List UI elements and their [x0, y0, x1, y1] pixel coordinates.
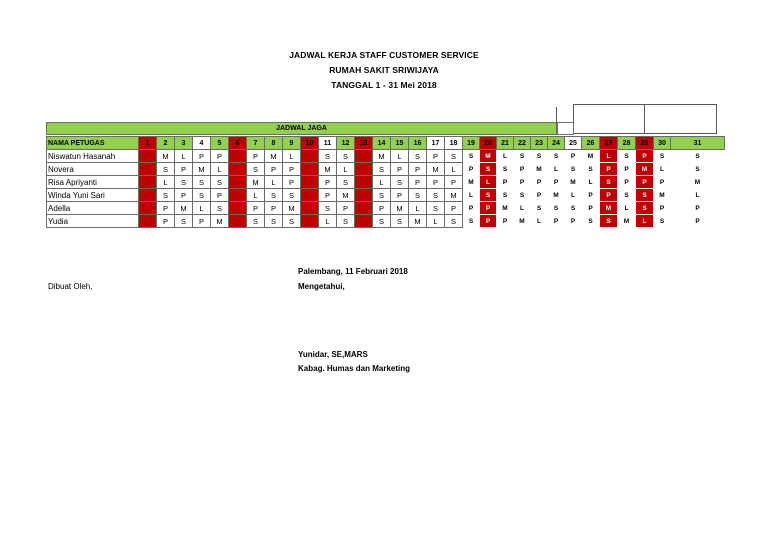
table-row — [47, 189, 725, 202]
shift-cell: P — [211, 150, 229, 163]
shift-cell: M — [391, 202, 409, 215]
day-header: 18 — [445, 137, 463, 150]
shift-cell: M — [514, 215, 531, 228]
title-line-1: JADWAL KERJA STAFF CUSTOMER SERVICE — [289, 50, 479, 60]
shift-cell: P — [514, 163, 531, 176]
shift-cell: S — [654, 215, 671, 228]
shift-cell: P — [139, 215, 157, 228]
shift-cell: S — [463, 215, 480, 228]
shift-cell: M — [229, 189, 247, 202]
shift-cell: L — [283, 150, 301, 163]
day-header: 26 — [582, 137, 600, 150]
shift-cell: L — [175, 150, 193, 163]
shift-cell: L — [373, 176, 391, 189]
shift-cell: L — [600, 150, 618, 163]
place-date: Palembang, 11 Februari 2018 — [298, 267, 408, 276]
shift-cell: S — [301, 150, 319, 163]
shift-cell: S — [618, 150, 636, 163]
shift-cell: P — [463, 202, 480, 215]
shift-cell: M — [636, 163, 654, 176]
shift-cell: L — [463, 189, 480, 202]
shift-cell: S — [265, 215, 283, 228]
header-row — [47, 137, 725, 150]
shift-cell: S — [600, 176, 618, 189]
shift-cell: P — [636, 150, 654, 163]
day-header: 17 — [427, 137, 445, 150]
day-header: 2 — [157, 137, 175, 150]
shift-cell: L — [654, 163, 671, 176]
shift-cell: M — [247, 176, 265, 189]
shift-cell: P — [391, 163, 409, 176]
shift-cell: P — [480, 215, 497, 228]
day-header: 10 — [301, 137, 319, 150]
shift-cell: S — [355, 215, 373, 228]
shift-cell: S — [373, 189, 391, 202]
shift-cell: S — [319, 150, 337, 163]
shift-cell: S — [139, 163, 157, 176]
shift-cell: M — [373, 150, 391, 163]
shift-cell: M — [654, 189, 671, 202]
shift-cell: S — [548, 202, 565, 215]
shift-cell: S — [531, 202, 548, 215]
shift-cell: P — [531, 176, 548, 189]
day-header: 9 — [283, 137, 301, 150]
day-header: 30 — [654, 137, 671, 150]
day-header: 1 — [139, 137, 157, 150]
day-header: 25 — [565, 137, 582, 150]
day-header: 12 — [337, 137, 355, 150]
shift-cell: L — [671, 189, 725, 202]
shift-cell: M — [355, 176, 373, 189]
shift-cell: S — [582, 215, 600, 228]
shift-cell: S — [355, 163, 373, 176]
frame-line — [644, 104, 645, 134]
shift-cell: P — [671, 215, 725, 228]
shift-cell: L — [337, 163, 355, 176]
shift-cell: M — [531, 163, 548, 176]
shift-cell: S — [463, 150, 480, 163]
day-header: 22 — [514, 137, 531, 150]
shift-cell: L — [211, 163, 229, 176]
shift-cell: S — [514, 150, 531, 163]
shift-cell: M — [157, 150, 175, 163]
shift-cell: L — [565, 189, 582, 202]
shift-cell: L — [139, 189, 157, 202]
shift-cell: S — [139, 150, 157, 163]
schedule-banner: JADWAL JAGA — [46, 122, 557, 135]
shift-cell: P — [409, 176, 427, 189]
shift-cell: L — [514, 202, 531, 215]
shift-cell: L — [319, 215, 337, 228]
shift-cell: M — [427, 163, 445, 176]
shift-cell: S — [337, 150, 355, 163]
shift-cell: S — [636, 202, 654, 215]
shift-cell: M — [582, 150, 600, 163]
shift-cell: L — [157, 176, 175, 189]
shift-cell: M — [480, 150, 497, 163]
day-header: 11 — [319, 137, 337, 150]
shift-cell: P — [301, 189, 319, 202]
shift-cell: S — [514, 189, 531, 202]
shift-cell: S — [337, 215, 355, 228]
shift-cell: P — [319, 176, 337, 189]
shift-cell: M — [671, 176, 725, 189]
shift-cell: P — [229, 176, 247, 189]
shift-cell: S — [497, 163, 514, 176]
shift-cell: S — [497, 189, 514, 202]
staff-name: Niswatun Hasanah — [47, 150, 139, 163]
made-by-label: Dibuat Oleh, — [48, 282, 93, 291]
day-header: 4 — [193, 137, 211, 150]
shift-cell: L — [247, 189, 265, 202]
shift-cell: L — [582, 176, 600, 189]
table-row — [47, 202, 725, 215]
shift-cell: S — [480, 189, 497, 202]
shift-cell: L — [618, 202, 636, 215]
shift-cell: S — [480, 163, 497, 176]
shift-cell: P — [497, 215, 514, 228]
shift-cell: S — [565, 163, 582, 176]
shift-cell: P — [445, 202, 463, 215]
staff-name: Novera — [47, 163, 139, 176]
shift-cell: S — [211, 176, 229, 189]
shift-cell: S — [283, 215, 301, 228]
shift-cell: P — [636, 176, 654, 189]
shift-cell: P — [193, 215, 211, 228]
shift-cell: S — [427, 189, 445, 202]
staff-name: Adella — [47, 202, 139, 215]
shift-cell: S — [531, 150, 548, 163]
signer-position: Kabag. Humas dan Marketing — [298, 364, 411, 373]
shift-cell: P — [319, 189, 337, 202]
shift-cell: M — [600, 202, 618, 215]
shift-cell: L — [229, 215, 247, 228]
shift-cell: S — [337, 176, 355, 189]
shift-cell: S — [600, 215, 618, 228]
shift-cell: S — [671, 163, 725, 176]
shift-cell: P — [548, 176, 565, 189]
day-header: 23 — [531, 137, 548, 150]
shift-cell: L — [301, 202, 319, 215]
shift-cell: P — [283, 163, 301, 176]
shift-cell: M — [618, 215, 636, 228]
day-header: 19 — [463, 137, 480, 150]
shift-cell: M — [283, 202, 301, 215]
shift-cell: S — [373, 215, 391, 228]
shift-cell: P — [391, 189, 409, 202]
shift-cell: M — [211, 215, 229, 228]
shift-cell: S — [193, 176, 211, 189]
shift-cell: S — [565, 202, 582, 215]
shift-cell: S — [582, 163, 600, 176]
shift-cell: P — [600, 163, 618, 176]
shift-cell: L — [355, 189, 373, 202]
shift-cell: S — [247, 215, 265, 228]
shift-cell: S — [427, 202, 445, 215]
shift-cell: L — [497, 150, 514, 163]
staff-name: Winda Yuni Sari — [47, 189, 139, 202]
shift-cell: S — [548, 150, 565, 163]
day-header: 24 — [548, 137, 565, 150]
shift-cell: S — [193, 189, 211, 202]
shift-cell: P — [582, 189, 600, 202]
shift-cell: M — [409, 215, 427, 228]
shift-cell: P — [175, 189, 193, 202]
shift-cell: M — [193, 163, 211, 176]
shift-cell: P — [265, 163, 283, 176]
shift-cell: P — [480, 202, 497, 215]
frame-line — [716, 104, 717, 134]
shift-cell: P — [600, 189, 618, 202]
shift-cell: P — [265, 202, 283, 215]
shift-cell: P — [671, 202, 725, 215]
shift-cell: P — [445, 176, 463, 189]
shift-cell: S — [391, 176, 409, 189]
table-row — [47, 215, 725, 228]
shift-cell: P — [618, 176, 636, 189]
table-row — [47, 176, 725, 189]
shift-cell: P — [355, 202, 373, 215]
shift-cell: L — [445, 163, 463, 176]
shift-cell: P — [139, 202, 157, 215]
shift-cell: S — [373, 163, 391, 176]
day-header: 3 — [175, 137, 193, 150]
shift-cell: S — [175, 176, 193, 189]
shift-cell: P — [565, 215, 582, 228]
day-header: 13 — [355, 137, 373, 150]
shift-cell: L — [548, 163, 565, 176]
shift-cell: P — [427, 176, 445, 189]
shift-cell: S — [301, 163, 319, 176]
shift-cell: M — [497, 202, 514, 215]
shift-cell: S — [445, 150, 463, 163]
shift-cell: M — [139, 176, 157, 189]
day-header: 15 — [391, 137, 409, 150]
shift-cell: P — [175, 163, 193, 176]
shift-cell: P — [565, 150, 582, 163]
title-line-3: TANGGAL 1 - 31 Mei 2018 — [331, 80, 437, 90]
shift-cell: S — [229, 202, 247, 215]
shift-cell: L — [265, 176, 283, 189]
shift-cell: L — [427, 215, 445, 228]
shift-cell: S — [157, 163, 175, 176]
shift-cell: P — [193, 150, 211, 163]
shift-cell: M — [301, 215, 319, 228]
shift-cell: P — [283, 176, 301, 189]
shift-cell: M — [175, 202, 193, 215]
day-header: 20 — [480, 137, 497, 150]
shift-cell: S — [319, 202, 337, 215]
day-header: 28 — [618, 137, 636, 150]
shift-cell: P — [157, 215, 175, 228]
day-header: 14 — [373, 137, 391, 150]
shift-cell: S — [654, 150, 671, 163]
title-line-2: RUMAH SAKIT SRIWIJAYA — [329, 65, 439, 75]
shift-cell: P — [531, 189, 548, 202]
shift-cell: M — [548, 189, 565, 202]
shift-cell: P — [301, 176, 319, 189]
shift-cell: P — [373, 202, 391, 215]
signer-name: Yunidar, SE,MARS — [298, 350, 368, 359]
shift-cell: L — [193, 202, 211, 215]
shift-cell: P — [427, 150, 445, 163]
day-header: 5 — [211, 137, 229, 150]
shift-cell: L — [229, 163, 247, 176]
shift-cell: L — [409, 202, 427, 215]
shift-cell: P — [548, 215, 565, 228]
shift-cell: M — [265, 150, 283, 163]
day-header: 8 — [265, 137, 283, 150]
name-column-header: NAMA PETUGAS — [47, 137, 139, 150]
shift-cell: S — [265, 189, 283, 202]
shift-cell: P — [497, 176, 514, 189]
acknowledged-label: Mengetahui, — [298, 282, 345, 291]
frame-line — [573, 104, 717, 105]
shift-cell: P — [337, 202, 355, 215]
shift-cell: P — [409, 163, 427, 176]
shift-cell: P — [582, 202, 600, 215]
staff-name: Risa Apriyanti — [47, 176, 139, 189]
shift-cell: S — [409, 189, 427, 202]
shift-cell: P — [618, 163, 636, 176]
day-header: 16 — [409, 137, 427, 150]
shift-cell: L — [391, 150, 409, 163]
table-row — [47, 150, 725, 163]
shift-cell: P — [514, 176, 531, 189]
shift-cell: L — [636, 215, 654, 228]
shift-cell: L — [480, 176, 497, 189]
day-header: 29 — [636, 137, 654, 150]
shift-cell: S — [283, 189, 301, 202]
staff-name: Yudia — [47, 215, 139, 228]
shift-cell: S — [409, 150, 427, 163]
shift-cell: P — [654, 176, 671, 189]
shift-cell: P — [229, 150, 247, 163]
shift-cell: M — [463, 176, 480, 189]
shift-cell: P — [463, 163, 480, 176]
day-header: 7 — [247, 137, 265, 150]
table-row — [47, 163, 725, 176]
day-header: 31 — [671, 137, 725, 150]
day-header: 6 — [229, 137, 247, 150]
shift-cell: M — [337, 189, 355, 202]
shift-cell: P — [654, 202, 671, 215]
schedule-table — [46, 136, 725, 228]
shift-cell: S — [391, 215, 409, 228]
frame-line — [556, 107, 557, 123]
shift-cell: P — [157, 202, 175, 215]
day-header: 21 — [497, 137, 514, 150]
shift-cell: S — [175, 215, 193, 228]
shift-cell: S — [247, 163, 265, 176]
shift-cell: M — [565, 176, 582, 189]
shift-cell: S — [636, 189, 654, 202]
shift-cell: S — [671, 150, 725, 163]
shift-cell: P — [355, 150, 373, 163]
shift-cell: L — [531, 215, 548, 228]
shift-cell: S — [157, 189, 175, 202]
shift-cell: S — [618, 189, 636, 202]
shift-cell: P — [247, 202, 265, 215]
shift-cell: P — [247, 150, 265, 163]
shift-cell: M — [445, 189, 463, 202]
shift-cell: S — [445, 215, 463, 228]
frame-line — [573, 133, 717, 134]
day-header: 27 — [600, 137, 618, 150]
shift-cell: P — [211, 189, 229, 202]
shift-cell: M — [319, 163, 337, 176]
banner-blank-cell — [557, 122, 574, 135]
shift-cell: S — [211, 202, 229, 215]
